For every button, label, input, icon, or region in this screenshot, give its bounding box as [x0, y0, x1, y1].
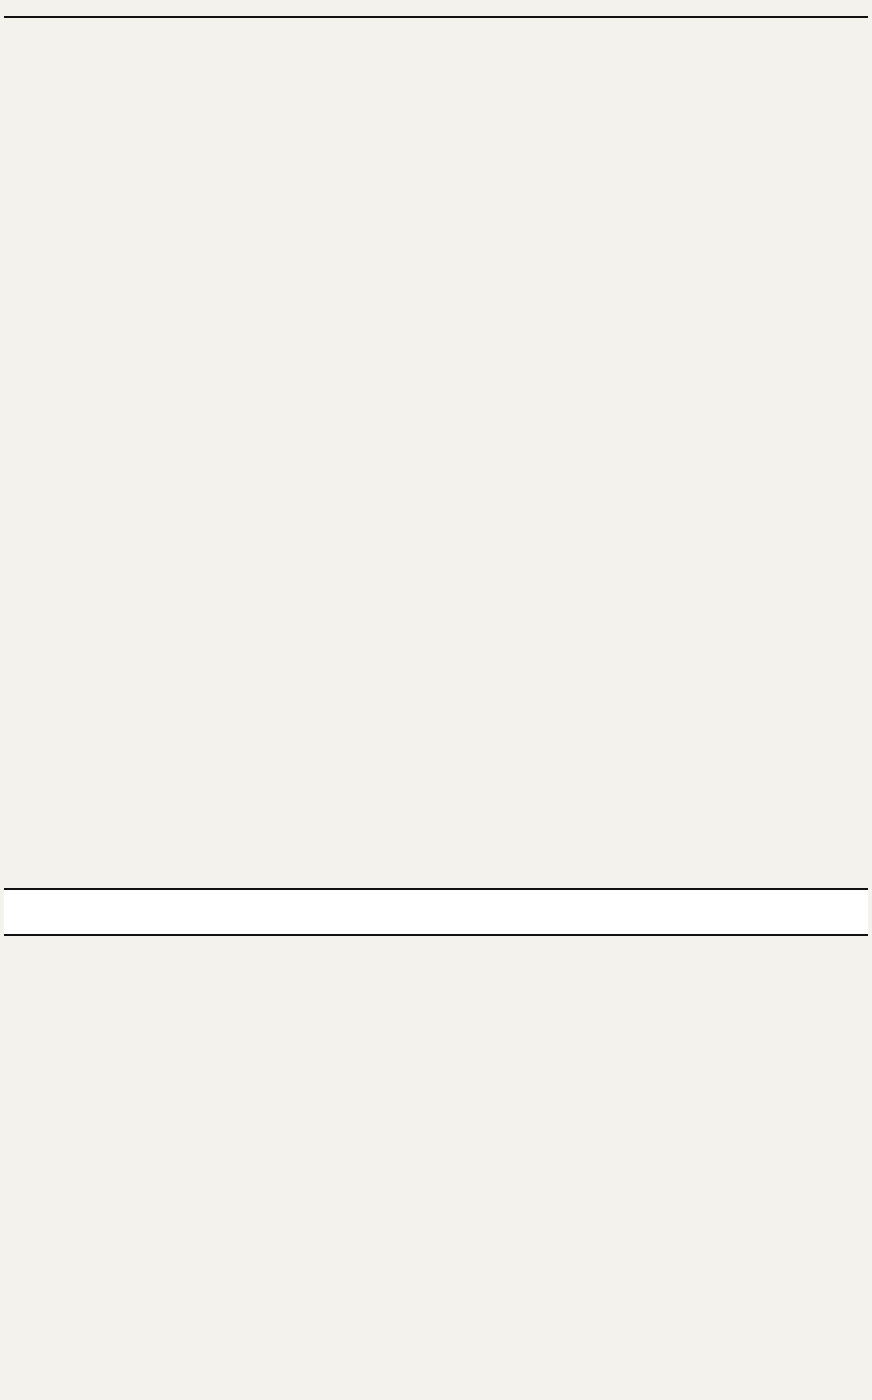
help-wanted-section [4, 16, 868, 884]
masthead [4, 4, 868, 16]
home-service-guide-banner [4, 888, 868, 936]
service-guide-section [4, 938, 868, 1394]
